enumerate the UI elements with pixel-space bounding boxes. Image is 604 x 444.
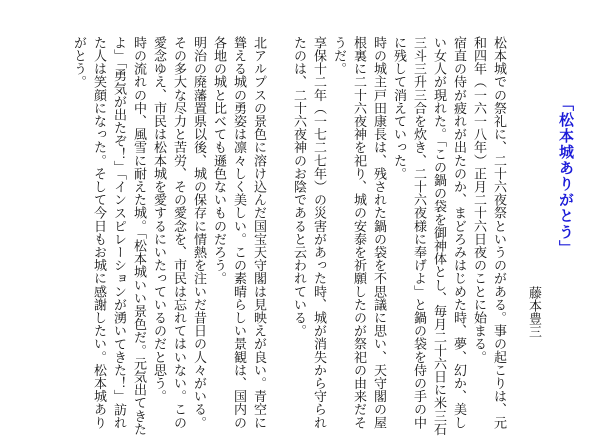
paragraph: 北アルプスの景色に溶け込んだ国宝天守閣は見映えが良い。青空に聳える城の勇姿は凛々しく美しい。この素晴らしい景観は、国内の各地の城と比べても遜色ないものだろう。 (211, 36, 266, 429)
paragraph: 享保十二年（一七二七年）の災害があった時、城が消失から守られたのは、二十六夜神のお陰であると云われている。 (291, 36, 326, 429)
paragraph: 時の流れの中、風雪に耐えた城。「松本城いい景色だ。元気出てきたよ」「勇気が出たぞ！」「インスピレーションが湧いてきた！」訪れた人は笑顔になった。そして今日もお城に感謝したい。松本城ありがとう。 (71, 36, 146, 436)
author-name: 藤本豊三 (526, 286, 541, 338)
paragraph: 明治の廃藩置県以後、城の保存に情熱を注いだ昔日の人々がいる。その多大な尽力と苦労、その愛念を、市民は忘れてはいない。この愛念ゆえ、市民は松本城を愛するにいたっているのだと思う。 (151, 36, 206, 429)
essay-title: 「松本城ありがとう」 (557, 96, 575, 256)
paragraph: 宿直の侍が疲れが出たのか、まどろみはじめた時、夢、幻か、美しい女人が現れた。「この鍋の袋を御神体とし、毎月二十六日に米三石三斗三升三合を炊き、二十六夜様に奉げよ」と鍋の袋を侍の手の中に残して消えていった。 (391, 36, 466, 436)
paragraph-spacer (268, 36, 288, 436)
paragraph: 時の城主戸田康長は、残された鍋の袋を不思議に思い、天守閣の屋根裏に二十六夜神を祀り、城の安泰を祈願したのが祭祀の由来だそうだ。 (331, 36, 386, 429)
essay-body (68, 36, 508, 436)
paragraph: 松本城での祭礼に、二十六夜祭というのがある。事の起こりは、元和四年（一六一八年）正月二十六日夜のことに始まる。 (471, 36, 506, 429)
